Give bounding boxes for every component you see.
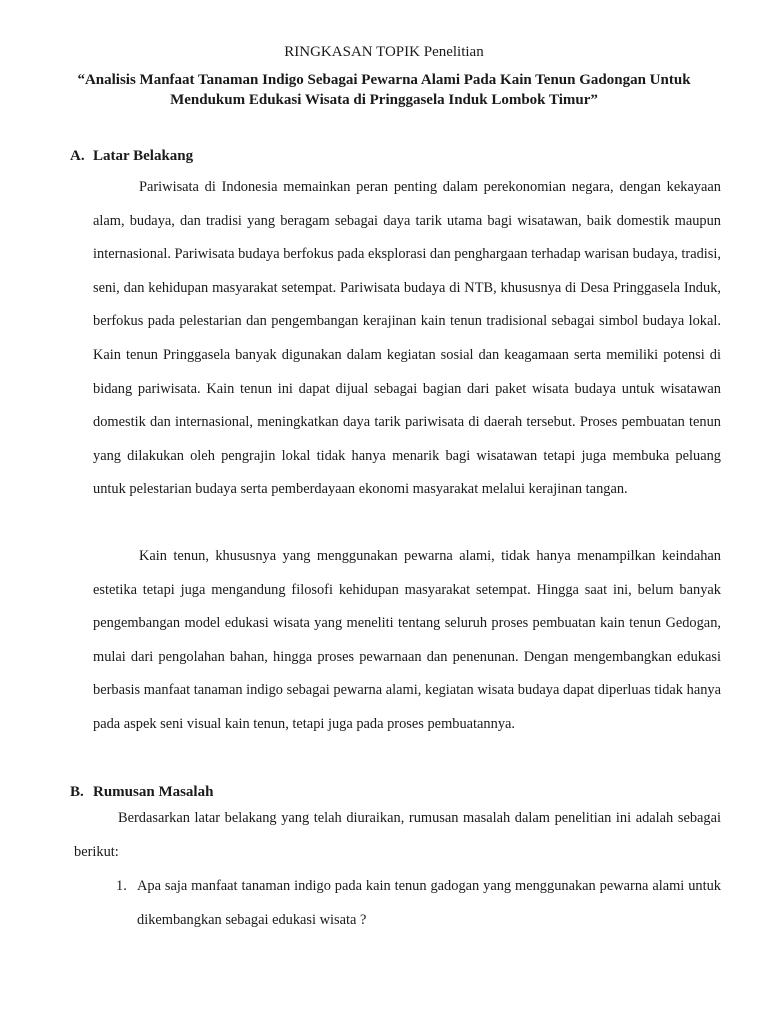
list-item-text: Apa saja manfaat tanaman indigo pada kain tenun gadogan yang menggunakan pewarna alami untuk dikembangkan sebagai edukasi wisata ? — [137, 878, 721, 928]
section-b-intro: Berdasarkan latar belakang yang telah diuraikan, rumusan masalah dalam penelitian ini adalah sebagai berikut: — [74, 810, 721, 860]
section-a-paragraph-1: Pariwisata di Indonesia memainkan peran penting dalam perekonomian negara, dengan kekayaan alam, budaya, dan tradisi yang beragam sebagai daya tarik utama bagi wisatawan, baik domestik maupun internasional. Pariwisata budaya berfokus pada eksplorasi dan penghargaan terhadap warisan budaya, tradisi, seni, dan kehidupan masyarakat setempat. Pariwisata budaya di NTB, khususnya di Desa Pringgasela Induk, berfokus pada pelestarian dan pengembangan kerajinan kain tenun tradisional sebagai simbol budaya lokal. Kain tenun Pringgasela banyak digunakan dalam kegiatan sosial dan keagamaan serta memiliki potensi di bidang pariwisata. Kain tenun ini dapat dijual sebagai bagian dari paket wisata budaya untuk wisatawan domestik dan internasional, meningkatkan daya tarik pariwisata di daerah tersebut. Proses pembuatan tenun yang dilakukan oleh pengrajin lokal tidak hanya menarik bagi wisatawan tetapi juga membuka peluang untuk pelestarian budaya serta pemberdayaan ekonomi masyarakat melalui kerajinan tangan. — [93, 179, 721, 498]
section-a-title: Latar Belakang — [93, 148, 194, 164]
section-b-heading — [70, 782, 213, 802]
document-title: “Analisis Manfaat Tanaman Indigo Sebagai Pewarna Alami Pada Kain Tenun Gadongan Untuk Mendukum Edukasi Wisata di Pringgasela Induk Lombok Timur” — [77, 72, 691, 108]
section-b-letter: B. — [70, 784, 84, 800]
section-a-paragraph-2: Kain tenun, khususnya yang menggunakan pewarna alami, tidak hanya menampilkan keindahan estetika tetapi juga mengandung filosofi kehidupan masyarakat setempat. Hingga saat ini, belum banyak pengembangan model edukasi wisata yang meneliti tentang seluruh proses pembuatan kain tenun Gedogan, mulai dari pengolahan bahan, hingga proses pewarnaan dan penenunan. Dengan mengembangkan edukasi berbasis manfaat tanaman indigo sebagai pewarna alami, kegiatan wisata budaya dapat diperluas tidak hanya pada aspek seni visual kain tenun, tetapi juga pada proses pembuatannya. — [93, 548, 721, 732]
section-a-heading — [70, 146, 193, 166]
list-item-number: 1. — [116, 878, 127, 894]
section-b-title: Rumusan Masalah — [93, 784, 214, 800]
list-item — [116, 870, 721, 937]
document-header: RINGKASAN TOPIK Penelitian — [284, 44, 484, 60]
section-a-letter: A. — [70, 148, 85, 164]
